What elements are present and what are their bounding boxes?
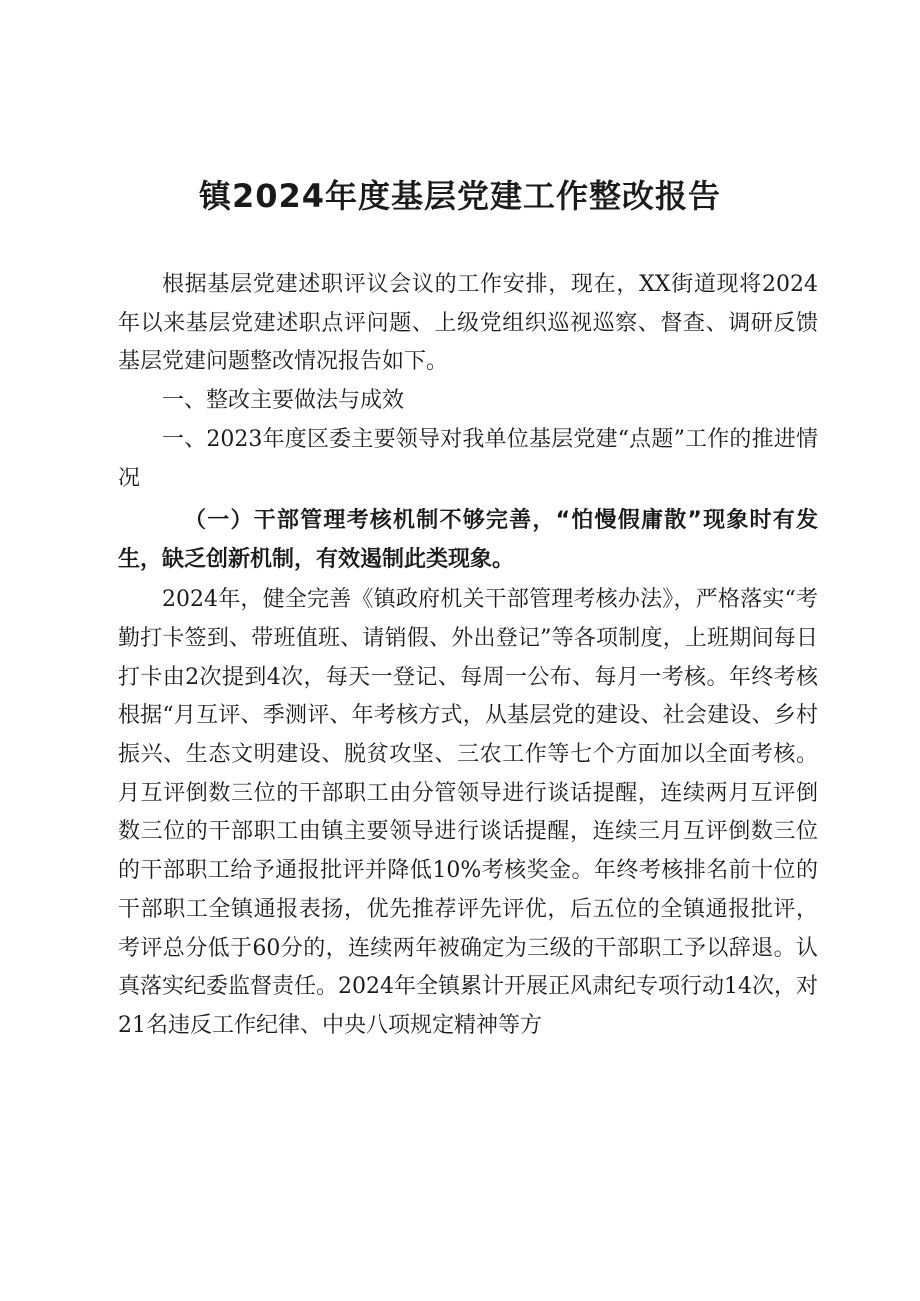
intro-paragraph: 根据基层党建述职评议会议的工作安排，现在，XX街道现将2024年以来基层党建述职点评问题、上级党组织巡视巡察、督查、调研反馈基层党建问题整改情况报告如下。 [118, 272, 818, 375]
body-paragraph: 2024年，健全完善《镇政府机关干部管理考核办法》，严格落实“考勤打卡签到、带班值班、请销假、外出登记”等各项制度，上班期间每日打卡由2次提到4次，每天一登记、每周一公布、每月一考核。年终考核根据“月互评、季测评、年考核方式，从基层党的建设、社会建设、乡村振兴、生态文明建设、脱贫攻坚、三农工作等七个方面加以全面考核。月互评倒数三位的干部职工由分管领导进行谈话提醒，连续两月互评倒数三位的干部职工由镇主要领导进行谈话提醒，连续三月互评倒数三位的干部职工给予通报批评并降低10%考核奖金。年终考核排名前十位的干部职工全镇通报表扬，优先推荐评先评优，后五位的全镇通报批评，考评总分低于60分的，连续两年被确定为三级的干部职工予以辞退。认真落实纪委监督责任。2024年全镇累计开展正风肃纪专项行动14次，对21名违反工作纪律、中央八项规定精神等方 [118, 587, 818, 1038]
document-title: 镇2024年度基层党建工作整改报告 [198, 177, 722, 215]
subsection-heading: 一、2023年度区委主要领导对我单位基层党建“点题”工作的推进情况 [118, 426, 818, 491]
document-body [118, 266, 818, 1046]
section-heading: 一、整改主要做法与成效 [162, 388, 405, 414]
issue-heading: （一）干部管理考核机制不够完善，“怕慢假庸散”现象时有发生，缺乏创新机制，有效遏制此类现象。 [118, 508, 818, 572]
